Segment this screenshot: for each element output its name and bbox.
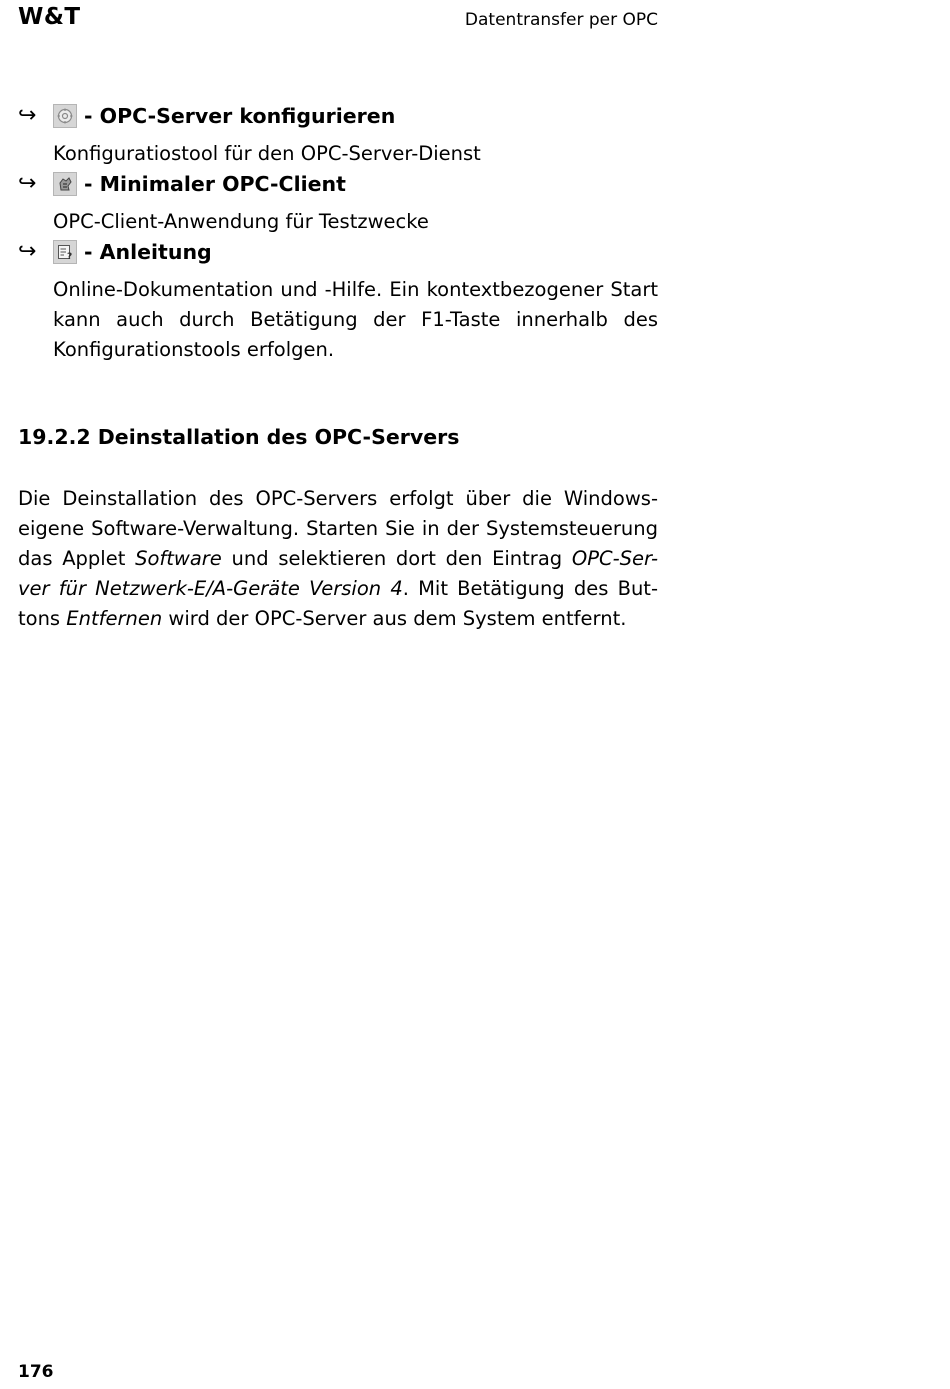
- list-item-opc-server-config: [18, 102, 395, 130]
- opc-server-config-icon: [53, 104, 77, 128]
- paragraph-line: das Applet Software und selektieren dort den Eintrag OPC-Ser-: [18, 547, 658, 570]
- opc-client-icon: [53, 172, 77, 196]
- page-number: 176: [18, 1362, 54, 1382]
- emphasis-opc-server: OPC-Ser-: [571, 547, 658, 570]
- paragraph-line: ver für Netzwerk-E/A-Geräte Version 4. Mit Betätigung des But-: [18, 577, 658, 600]
- svg-text:?: ?: [67, 252, 73, 261]
- item-title: - Anleitung: [84, 240, 212, 264]
- list-item-opc-client: [18, 170, 346, 198]
- item-description: Konfiguratiostool für den OPC-Server-Dienst: [53, 142, 481, 165]
- paragraph-line: tons Entfernen wird der OPC-Server aus dem System entfernt.: [18, 607, 627, 630]
- item-title: - OPC-Server konfigurieren: [84, 104, 396, 128]
- section-heading: 19.2.2 Deinstallation des OPC-Servers: [18, 425, 460, 449]
- body-paragraph: [18, 484, 658, 634]
- item-description: OPC-Client-Anwendung für Testzwecke: [53, 210, 429, 233]
- running-header: Datentransfer per OPC: [464, 10, 658, 30]
- emphasis-software: Software: [135, 547, 222, 570]
- paragraph-line: Die Deinstallation des OPC-Servers erfolgt über die Windows-: [18, 487, 658, 510]
- bullet-arrow-icon: ↪: [18, 103, 37, 128]
- emphasis-opc-server-name: ver für Netzwerk-E/A-Geräte Version 4: [18, 577, 403, 600]
- emphasis-entfernen: Entfernen: [66, 607, 163, 630]
- bullet-arrow-icon: ↪: [18, 239, 37, 264]
- company-logo: W&T: [18, 4, 81, 30]
- item-description: Online-Dokumentation und -Hilfe. Ein kontextbezogener Start kann auch durch Betätigung der F1-Taste innerhalb des Konfigurationstools erfolgen.: [53, 278, 658, 361]
- paragraph-line: eigene Software-Verwaltung. Starten Sie in der Systemsteuerung: [18, 517, 658, 540]
- bullet-arrow-icon: ↪: [18, 171, 37, 196]
- item-title: - Minimaler OPC-Client: [84, 172, 346, 196]
- help-manual-icon: [53, 240, 77, 264]
- list-item-manual: [18, 238, 212, 266]
